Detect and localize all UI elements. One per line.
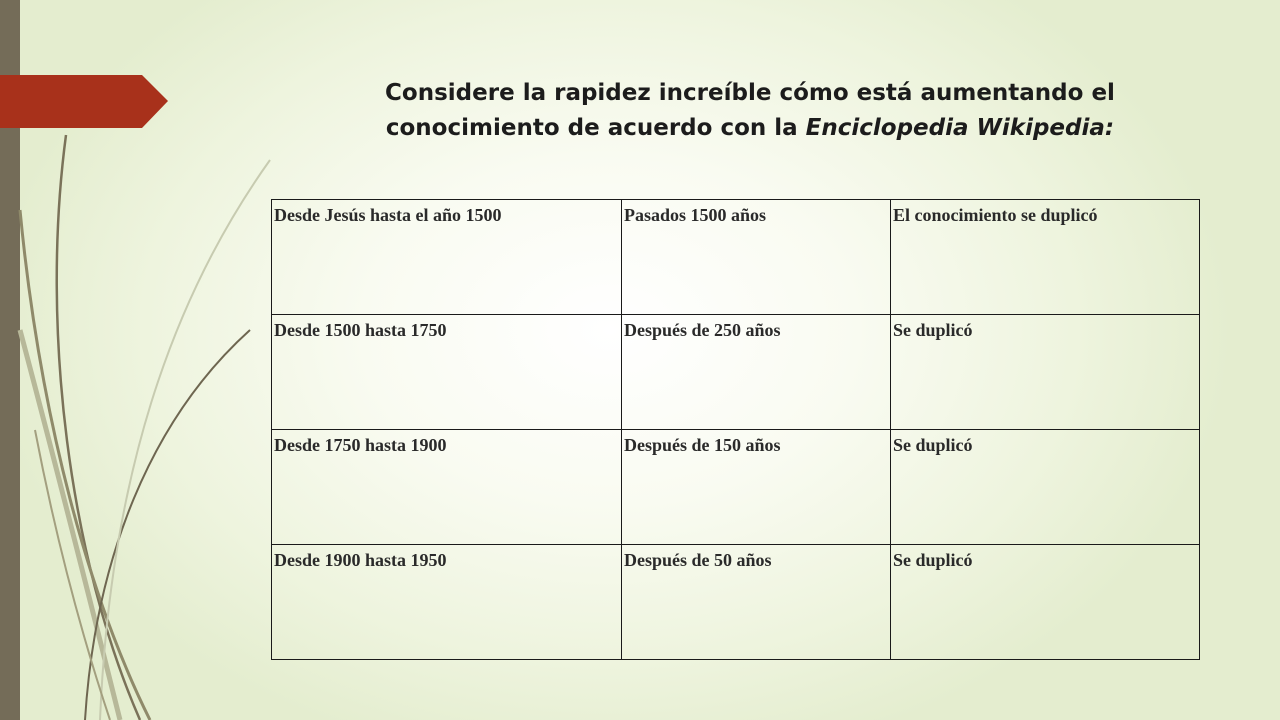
table-cell: Desde 1900 hasta 1950 (272, 545, 622, 660)
table-cell: Desde Jesús hasta el año 1500 (272, 200, 622, 315)
table-cell: Se duplicó (891, 315, 1200, 430)
title-line-2-prefix: conocimiento de acuerdo con la (385, 115, 806, 141)
table-cell: Se duplicó (891, 545, 1200, 660)
table-cell: Desde 1500 hasta 1750 (272, 315, 622, 430)
knowledge-doubling-table (271, 199, 1200, 660)
table-row (272, 315, 1200, 430)
table-cell: Después de 150 años (622, 430, 891, 545)
table-cell: Pasados 1500 años (622, 200, 891, 315)
table-cell: Después de 50 años (622, 545, 891, 660)
table-row (272, 200, 1200, 315)
table-cell: El conocimiento se duplicó (891, 200, 1200, 315)
slide-title (250, 76, 1250, 146)
table-cell: Desde 1750 hasta 1900 (272, 430, 622, 545)
title-line-1: Considere la rapidez increíble cómo está aumentando el (385, 80, 1115, 106)
table-cell: Se duplicó (891, 430, 1200, 545)
table-row (272, 430, 1200, 545)
knowledge-table-container (271, 199, 1197, 646)
table-row (272, 545, 1200, 660)
title-line-2-emphasis: Enciclopedia Wikipedia: (805, 115, 1115, 141)
table-cell: Después de 250 años (622, 315, 891, 430)
